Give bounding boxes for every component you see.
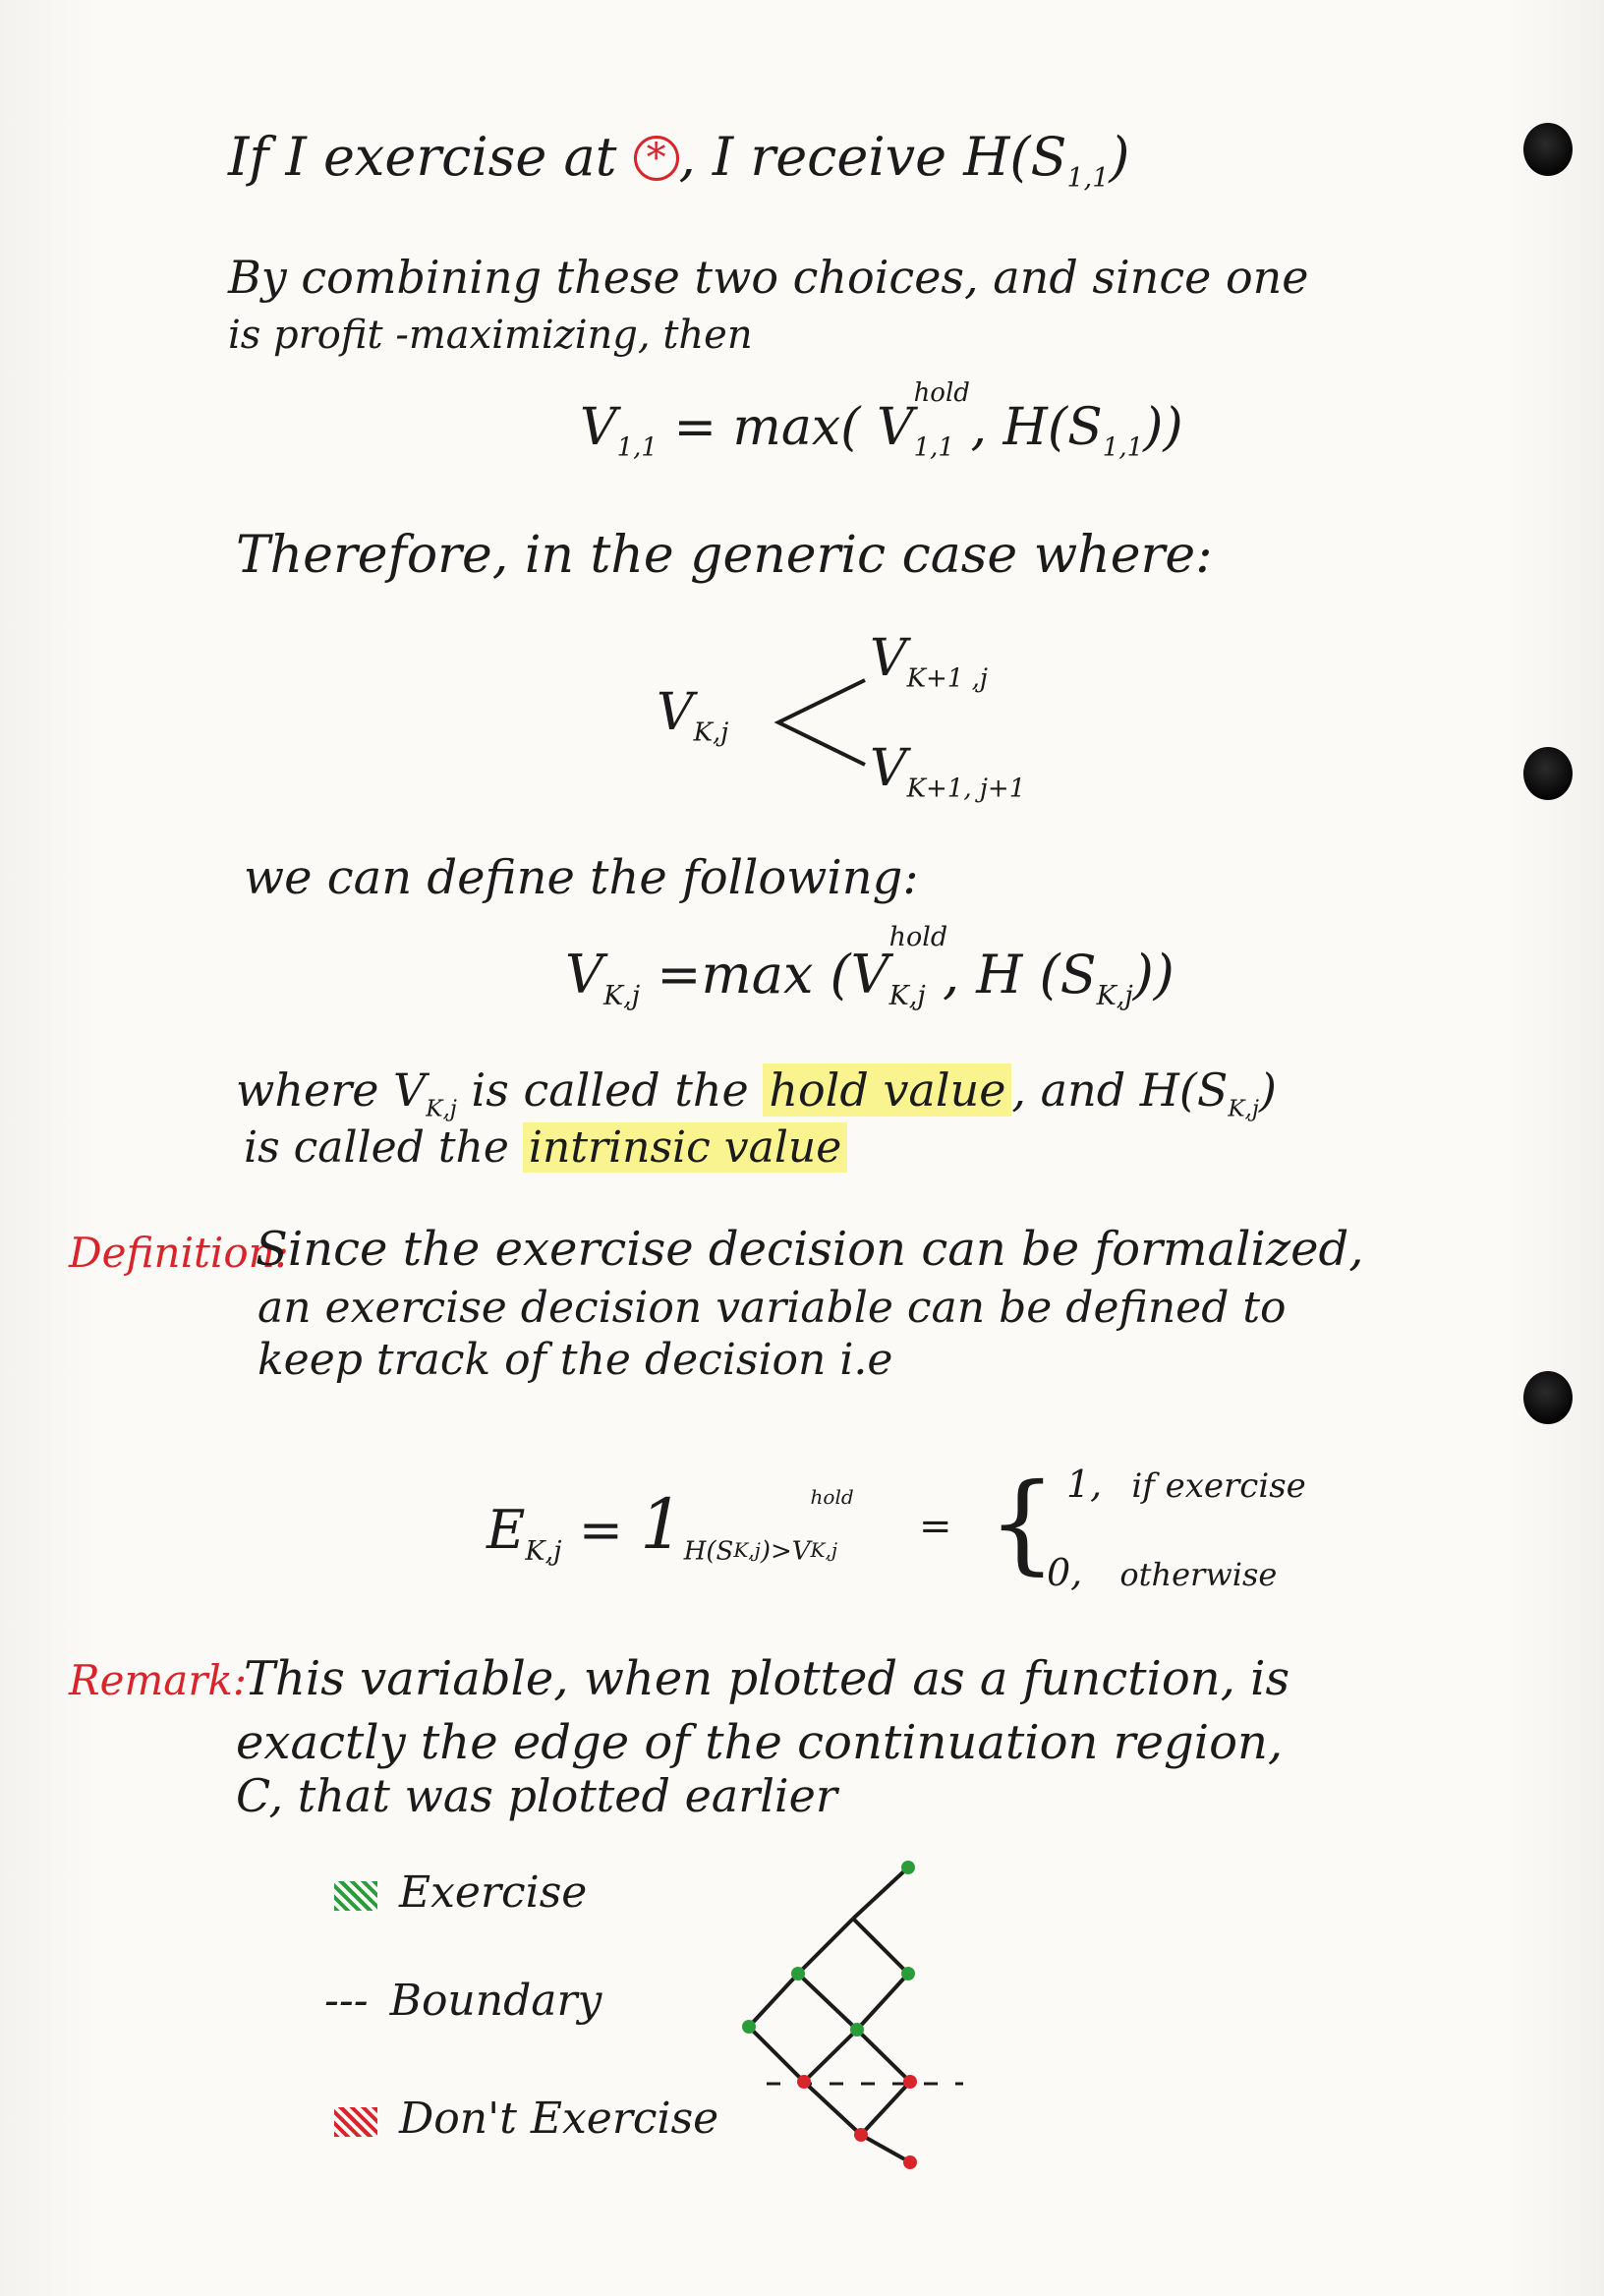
remark-label: Remark: [69,1656,248,1704]
math-sub: K,j [426,1096,457,1122]
dont-exercise-node [797,2075,811,2089]
math-e: E [487,1499,526,1561]
line-intrinsic-value [244,1122,847,1173]
indicator-symbol: 1 [640,1484,684,1565]
legend-label: Exercise [399,1867,588,1918]
math-max: = max( V [673,398,914,457]
equation-exercise-variable [487,1484,854,1568]
line-profit: is profit -maximizing, then [228,313,753,358]
remark-line-1: This variable, when plotted as a function, is [244,1651,1290,1706]
brace-icon: { [988,1460,1057,1585]
exercise-node [901,1967,915,1980]
tree-branches [767,668,875,776]
equation-v11 [580,378,1183,463]
math-v: V [870,629,907,688]
math-sub: 1,1 [913,432,954,463]
exercise-node [742,2020,756,2034]
math-v: V [565,944,603,1005]
line-therefore: Therefore, in the generic case where: [236,526,1213,585]
tree-up [870,629,988,694]
line-hold-value [236,1063,1277,1121]
case-text: otherwise [1119,1556,1278,1593]
definition-label: Definition: [69,1229,289,1277]
dont-exercise-node [903,2155,917,2169]
remark-line-2: exactly the edge of the continuation region, [236,1715,1284,1770]
boundary-mark: --- [324,1976,369,2026]
math-v: V [870,739,907,798]
math-sub: K,j [1228,1096,1259,1122]
legend-label: Don't Exercise [399,2094,719,2144]
math-sub: K,j [603,981,641,1012]
legend-boundary [324,1976,602,2026]
line-combining: By combining these two choices, and since one [228,251,1309,304]
math-sub: 1,1 [1102,432,1144,463]
math-sub: K,j [888,981,926,1012]
text: , I receive [678,126,947,188]
math-h: , H (S [942,944,1097,1005]
math-sub: H(S [683,1536,734,1567]
math-v: V [580,398,617,457]
math-sub: K,j [525,1536,562,1568]
legend-exercise [334,1867,587,1918]
math-sub: K,j [693,718,729,748]
text: where V [236,1063,427,1117]
lattice-diagram [727,1848,983,2172]
math-sub: )>V [760,1536,811,1567]
legend-label: Boundary [389,1976,602,2026]
dont-exercise-node [903,2075,917,2089]
binder-hole [1523,747,1573,800]
text: is called the [244,1122,509,1173]
math-h: , H(S [970,398,1103,457]
math-sup-hold: hold [913,378,970,408]
case-value: 1, [1066,1463,1103,1506]
math-sub: 1,1 [1066,163,1110,195]
line-define: we can define the following: [244,850,919,905]
text: If I exercise at [228,126,617,188]
tree-root [657,683,728,748]
tree-down [870,739,1025,804]
lattice-nodes [742,1861,917,2169]
math-sub: K+1 ,j [906,663,988,694]
line-exercise-receive [228,126,1129,194]
binder-hole [1523,123,1573,176]
case-text: if exercise [1131,1466,1306,1506]
math-eq: = [578,1499,623,1561]
remark-line-3: C, that was plotted earlier [236,1769,837,1822]
dont-exercise-swatch [334,2107,377,2137]
math-sub: K,j [733,1538,761,1562]
math-sub: K,j [1096,981,1133,1012]
math-max: =max (V [657,944,889,1005]
math-close: )) [1143,398,1183,457]
highlight-hold-value: hold value [763,1063,1011,1117]
case-value: 0, [1047,1551,1083,1594]
binder-hole [1523,1371,1573,1424]
text: ) [1258,1063,1277,1117]
exercise-node [850,2023,864,2037]
case-1 [1066,1463,1306,1506]
star-node-icon: * [634,136,679,181]
math-sub: K+1, j+1 [906,774,1026,804]
equation-vkj [565,922,1174,1012]
dont-exercise-node [854,2128,868,2142]
math-close: )) [1132,944,1174,1005]
text: is called the [471,1063,749,1117]
math-sup-hold: hold [888,922,948,952]
math-sub: 1,1 [616,432,658,463]
definition-line-2: an exercise decision variable can be defined to [258,1283,1287,1333]
math-eq: = [919,1504,952,1549]
lattice-edges [749,1867,910,2162]
case-2 [1047,1551,1277,1594]
exercise-swatch [334,1881,377,1911]
math-sub: K,j [810,1538,838,1562]
exercise-node [901,1861,915,1874]
math-sup-hold: hold [810,1485,854,1509]
highlight-intrinsic-value: intrinsic value [523,1122,847,1173]
legend-dont-exercise [334,2094,718,2144]
definition-line-3: keep track of the decision i.e [258,1335,893,1385]
math-v: V [657,683,694,742]
definition-line-1: Since the exercise decision can be formalized, [256,1222,1364,1277]
text: , and H(S [1011,1063,1229,1117]
exercise-node [791,1967,805,1980]
math-expr: ) [1109,126,1130,188]
math-expr: H(S [963,126,1067,188]
